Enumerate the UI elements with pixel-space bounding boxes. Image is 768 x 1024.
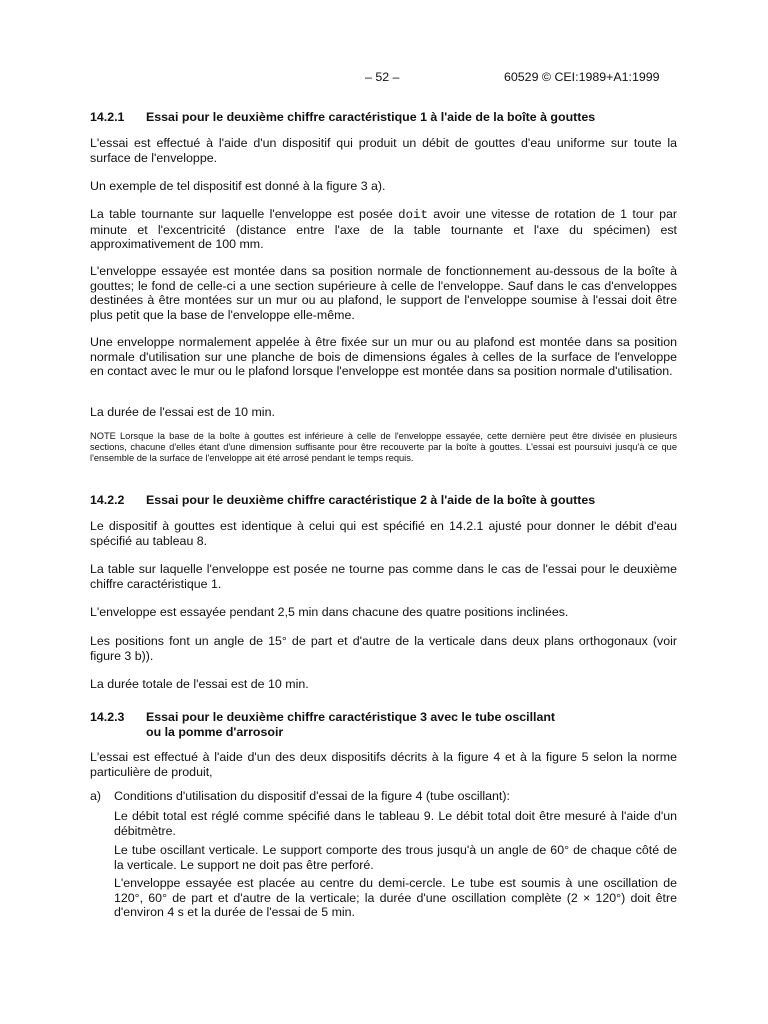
title-line: Essai pour le deuxième chiffre caractéristique 3 avec le tube oscillant bbox=[146, 710, 556, 724]
paragraph: L'essai est effectué à l'aide d'un des deux dispositifs décrits à la figure 4 et à la figure 5 selon la norme particulière de produit, bbox=[90, 750, 677, 779]
paragraph: La table sur laquelle l'enveloppe est posée ne tourne pas comme dans le cas de l'essai pour le deuxième chiffre caractéristique 1. bbox=[90, 562, 677, 591]
monospace-word: doit bbox=[398, 208, 428, 222]
paragraph bbox=[90, 207, 677, 252]
note: NOTE Lorsque la base de la boîte à gouttes est inférieure à celle de l'enveloppe essayée, cette dernière peut être divisée en plusieurs sections, chacune d'elles étant d'une dimension suffisante pour être recouverte par la boîte à gouttes. L'essai est poursuivi jusqu'à ce que l'ensemble de la surface de l'enveloppe ait été arrosé pendant le temps requis. bbox=[90, 431, 677, 463]
list-text: Conditions d'utilisation du dispositif d'essai de la figure 4 (tube oscillant): bbox=[114, 789, 510, 803]
paragraph: Un exemple de tel dispositif est donné à la figure 3 a). bbox=[90, 179, 386, 193]
section-title: Essai pour le deuxième chiffre caractéristique 2 à l'aide de la boîte à gouttes bbox=[146, 493, 596, 507]
paragraph: La durée totale de l'essai est de 10 min. bbox=[90, 677, 309, 691]
paragraph: L'enveloppe est essayée pendant 2,5 min dans chacune des quatre positions inclinées. bbox=[90, 605, 569, 619]
section-number: 14.2.3 bbox=[90, 710, 125, 724]
list-label: a) bbox=[90, 789, 102, 803]
section-title bbox=[146, 710, 555, 739]
paragraph: L'enveloppe essayée est placée au centre du demi-cercle. Le tube est soumis à une oscillation de 120°, 60° de part et d'autre de la verticale; la durée d'une oscillation complète (2 × 120°) doit être d'environ 4 s et la durée de l'essai de 5 min. bbox=[114, 876, 677, 919]
section-number: 14.2.2 bbox=[90, 493, 125, 507]
paragraph: Une enveloppe normalement appelée à être fixée sur un mur ou au plafond est montée dans sa position normale d'utilisation sur une planche de bois de dimensions égales à celles de la surface de l'enveloppe en contact avec le mur ou le plafond lorsque l'enveloppe est montée dans sa position normale d'utilisation. bbox=[90, 335, 677, 378]
paragraph: Les positions font un angle de 15° de part et d'autre de la verticale dans deux plans orthogonaux (voir figure 3 b)). bbox=[90, 634, 677, 663]
paragraph: L'enveloppe essayée est montée dans sa position normale de fonctionnement au-dessous de la boîte à gouttes; le fond de celle-ci a une section supérieure à celle de l'enveloppe. Sauf dans le cas d'enveloppes destinées à être montées sur un mur ou au plafond, le support de l'enveloppe soumise à l'essai doit être plus petit que la base de l'enveloppe elle-même. bbox=[90, 264, 677, 322]
title-line: ou la pomme d'arrosoir bbox=[146, 724, 284, 739]
section-heading-14-2-3 bbox=[90, 710, 555, 739]
section-heading-14-2-1 bbox=[90, 110, 595, 125]
paragraph: Le débit total est réglé comme spécifié dans le tableau 9. Le débit total doit être mesuré à l'aide d'un débitmètre. bbox=[114, 809, 677, 838]
list-item-a bbox=[90, 789, 677, 804]
text-run: La table tournante sur laquelle l'enveloppe est posée bbox=[90, 207, 399, 221]
page-number: – 52 – bbox=[365, 70, 400, 84]
paragraph: La durée de l'essai est de 10 min. bbox=[90, 405, 275, 419]
section-title: Essai pour le deuxième chiffre caractéristique 1 à l'aide de la boîte à gouttes bbox=[146, 110, 596, 124]
paragraph: Le tube oscillant verticale. Le support comporte des trous jusqu'à un angle de 60° de chaque côté de la verticale. Le support ne doit pas être perforé. bbox=[114, 843, 677, 872]
text-run: avoir une vitesse de rotation de 1 tour par minute et l'excentricité (distance entre l'axe de la table tournante et l'axe du spécimen) est approximativement de 100 mm. bbox=[90, 207, 677, 251]
section-heading-14-2-2 bbox=[90, 493, 595, 508]
document-reference: 60529 © CEI:1989+A1:1999 bbox=[504, 70, 660, 84]
paragraph: Le dispositif à gouttes est identique à celui qui est spécifié en 14.2.1 ajusté pour donner le débit d'eau spécifié au tableau 8. bbox=[90, 519, 677, 548]
section-number: 14.2.1 bbox=[90, 110, 125, 124]
paragraph: L'essai est effectué à l'aide d'un dispositif qui produit un débit de gouttes d'eau uniforme sur toute la surface de l'enveloppe. bbox=[90, 136, 677, 165]
